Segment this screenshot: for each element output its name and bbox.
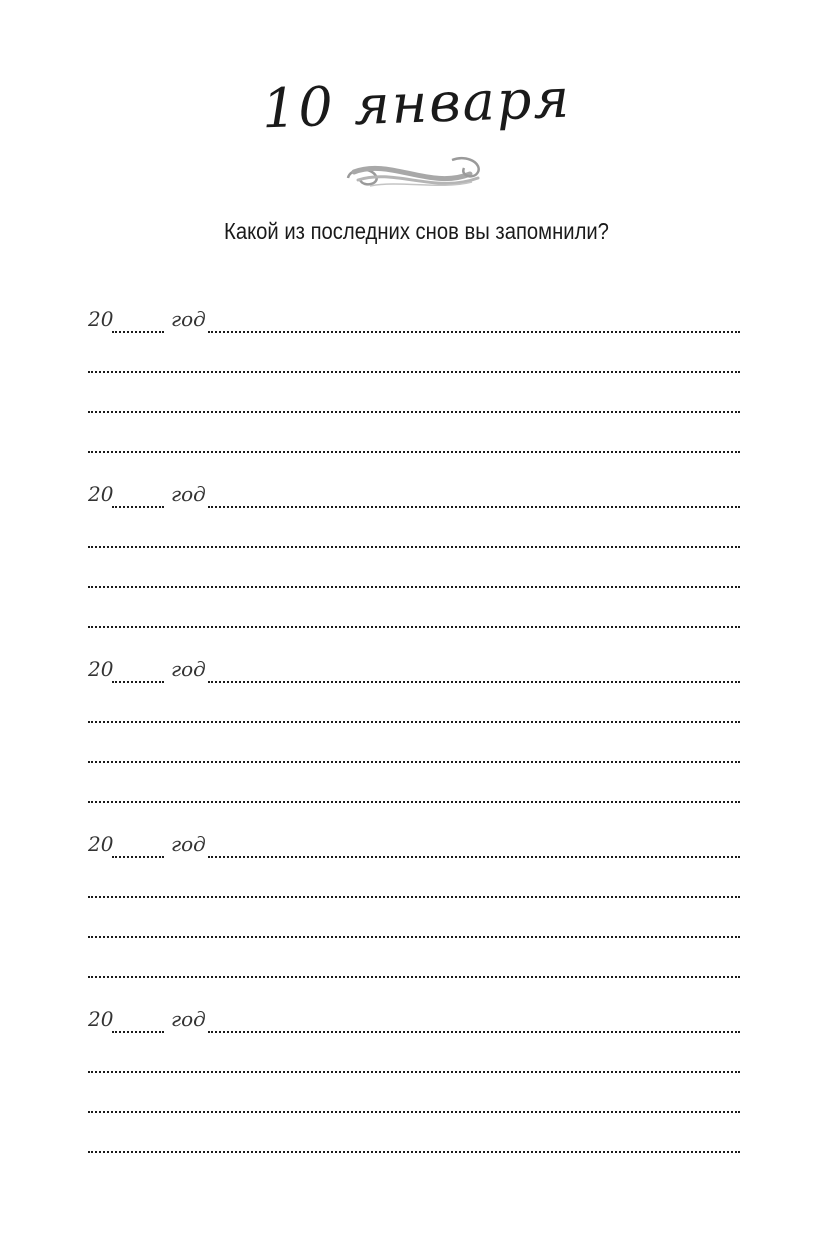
- year-word: год: [171, 832, 206, 856]
- year-prefix: 20: [88, 832, 114, 856]
- entry-block: [88, 480, 740, 655]
- answer-line[interactable]: [88, 976, 740, 978]
- date-title: 10 января: [260, 66, 573, 141]
- year-word: год: [171, 1007, 206, 1031]
- year-line: [88, 480, 740, 510]
- year-word: год: [171, 657, 206, 681]
- answer-line[interactable]: [88, 1071, 740, 1073]
- answer-line[interactable]: [88, 626, 740, 628]
- answer-line[interactable]: [88, 586, 740, 588]
- answer-line[interactable]: [88, 546, 740, 548]
- entry-block: [88, 1005, 740, 1180]
- year-prefix: 20: [88, 482, 114, 506]
- entries-list: [88, 305, 740, 1180]
- answer-line[interactable]: [88, 721, 740, 723]
- entry-block: [88, 830, 740, 1005]
- entry-block: [88, 305, 740, 480]
- year-line: [88, 830, 740, 860]
- year-input-line[interactable]: [112, 331, 164, 333]
- answer-line[interactable]: [208, 506, 740, 508]
- answer-line[interactable]: [208, 681, 740, 683]
- answer-line[interactable]: [88, 411, 740, 413]
- year-line: [88, 305, 740, 335]
- answer-line[interactable]: [208, 1031, 740, 1033]
- answer-line[interactable]: [88, 451, 740, 453]
- year-prefix: 20: [88, 307, 114, 331]
- year-word: год: [171, 482, 206, 506]
- answer-line[interactable]: [88, 936, 740, 938]
- answer-line[interactable]: [88, 801, 740, 803]
- ornamental-flourish-icon: [340, 150, 490, 194]
- answer-line[interactable]: [88, 371, 740, 373]
- year-prefix: 20: [88, 657, 114, 681]
- year-prefix: 20: [88, 1007, 114, 1031]
- answer-line[interactable]: [88, 1111, 740, 1113]
- answer-line[interactable]: [208, 331, 740, 333]
- year-line: [88, 1005, 740, 1035]
- year-input-line[interactable]: [112, 681, 164, 683]
- entry-block: [88, 655, 740, 830]
- answer-line[interactable]: [88, 761, 740, 763]
- year-input-line[interactable]: [112, 856, 164, 858]
- year-word: год: [171, 307, 206, 331]
- answer-line[interactable]: [88, 1151, 740, 1153]
- year-input-line[interactable]: [112, 506, 164, 508]
- answer-line[interactable]: [88, 896, 740, 898]
- year-input-line[interactable]: [112, 1031, 164, 1033]
- question-prompt: Какой из последних снов вы запомнили?: [224, 218, 609, 244]
- answer-line[interactable]: [208, 856, 740, 858]
- year-line: [88, 655, 740, 685]
